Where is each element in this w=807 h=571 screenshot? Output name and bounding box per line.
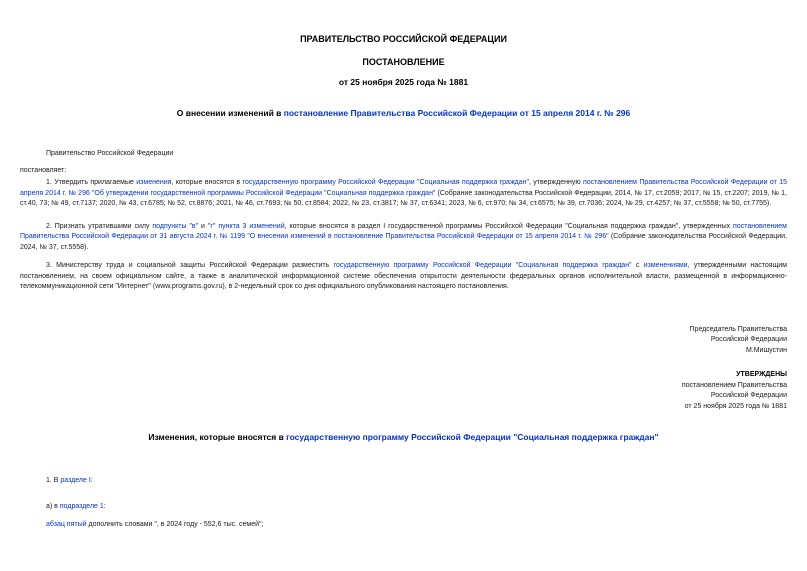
signature-block [20, 325, 787, 357]
resolves-word: постановляет: [20, 166, 67, 174]
text-segment: (Собрание законодательства Российской Федерации, 2024, № 37, ст.5558). [20, 233, 787, 251]
amendment-item-3 [20, 520, 787, 531]
document-link[interactable]: постановлением Правительства Российской Федерации от 15 апреля 2014 г. № 296 "Об утверждении государственной программы Российской Федерации "Социальная поддержка граждан" [20, 179, 787, 197]
text-segment: 3. Министерству труда и социальной защиты Российской Федерации разместить [46, 262, 334, 269]
decree-paragraph-3 [20, 261, 787, 293]
text-segment: 1. В [46, 477, 61, 484]
document-link[interactable]: абзац пятый [46, 521, 87, 528]
text-segment: 2. Признать утратившими силу [46, 222, 153, 230]
amendment-item-1 [20, 476, 787, 487]
document-link[interactable]: государственную программу Российской Федерации "Социальная поддержка граждан" [286, 432, 659, 442]
text-segment: дополнить словами ", в 2024 году - 552,6 тыс. семей"; [86, 521, 264, 528]
document-link[interactable]: изменения [136, 179, 172, 186]
signature-name: М.Мишустин [745, 346, 787, 354]
approved-line: Российской Федерации [710, 392, 787, 399]
text-segment: и [198, 222, 208, 230]
text-segment: , которые вносятся в [171, 179, 243, 186]
signature-org: Российской Федерации [710, 336, 787, 343]
decree-paragraph-1 [20, 178, 787, 210]
signature-post: Председатель Правительства [689, 325, 787, 333]
text-segment: Изменения, которые вносятся в [148, 432, 287, 442]
document-link[interactable]: изменениями [643, 262, 688, 269]
document-link[interactable]: государственную программу Российской Федерации "Социальная поддержка граждан" [242, 179, 529, 186]
text-segment: , утвержденную [528, 179, 583, 186]
text-segment: , утвержденными настоящим постановлением, на своем официальном сайте, а также в аналитической информационной системе обеспечения открытости деятельности федеральных органов исполнительной власти, размещенной в информационно-телекоммуникационной сети "Интернет" (www.programs.gov.ru), в 2-недельный срок со дня официального опубликования настоящего постановления. [20, 262, 787, 290]
annex-heading [20, 432, 787, 443]
approved-block [20, 370, 787, 412]
approved-line: постановлением Правительства [681, 381, 787, 389]
text-segment: О внесении изменений в [176, 108, 284, 118]
document-link[interactable]: изменений [249, 222, 285, 230]
preamble: Правительство Российской Федерации [46, 150, 174, 157]
amendment-item-2 [20, 502, 787, 513]
document-link[interactable]: постановлением Правительства Российской Федерации от 31 августа 2024 г. № 1199 "О внесении изменений в постановление Правительства Российской Федерации от 15 апреля 2014 г. № 296" [20, 222, 787, 240]
authority-title: ПРАВИТЕЛЬСТВО РОССИЙСКОЙ ФЕДЕРАЦИИ [300, 34, 507, 44]
text-segment: (Собрание законодательства Российской Федерации, 2014, № 17, ст.2059; 2017, № 15, ст.2207; 2019, № 1, ст.40, 73; № 49, ст.7137; 2020, № 43, ст.6785; № 52, ст.8876; 2021, № 46, ст.7693; № 50, ст.8584; 2022, № 23, ст.3817; № 37, ст.6341; 2023, № 6, ст.970; № 34, ст.6575; № 39, ст.7036; 2024, № 29, ст.4257; № 37, ст.5558; № 50, ст.7755). [20, 189, 787, 207]
text-segment: а) в [46, 502, 60, 510]
text-segment: , которые вносятся в раздел I государственной программы Российской Федерации "Социальная поддержка граждан", утвержденных [284, 222, 734, 230]
document-link[interactable]: пункта 3 [218, 222, 247, 230]
document-link[interactable]: подпункты "в" [152, 222, 199, 230]
document-date-number: от 25 ноября 2025 года № 1881 [338, 77, 469, 87]
text-segment: с [631, 262, 644, 269]
document-link[interactable]: государственную программу Российской Федерации "Социальная поддержка граждан" [333, 262, 632, 269]
document-link[interactable]: подразделе 1 [59, 502, 104, 510]
document-link[interactable]: постановление Правительства Российской Федерации от 15 апреля 2014 г. № 296 [283, 108, 631, 118]
text-segment: : [90, 477, 93, 484]
document-link[interactable]: разделе I [60, 477, 91, 484]
text-segment: : [103, 502, 106, 510]
text-segment: 1. Утвердить прилагаемые [46, 179, 137, 186]
document-subject [20, 108, 787, 119]
document-link[interactable]: "г" [207, 222, 216, 230]
approved-title: УТВЕРЖДЕНЫ [736, 371, 787, 378]
document-type: ПОСТАНОВЛЕНИЕ [362, 57, 445, 67]
approved-date-number: от 25 ноября 2025 года № 1881 [684, 402, 787, 410]
decree-paragraph-2 [20, 222, 787, 254]
